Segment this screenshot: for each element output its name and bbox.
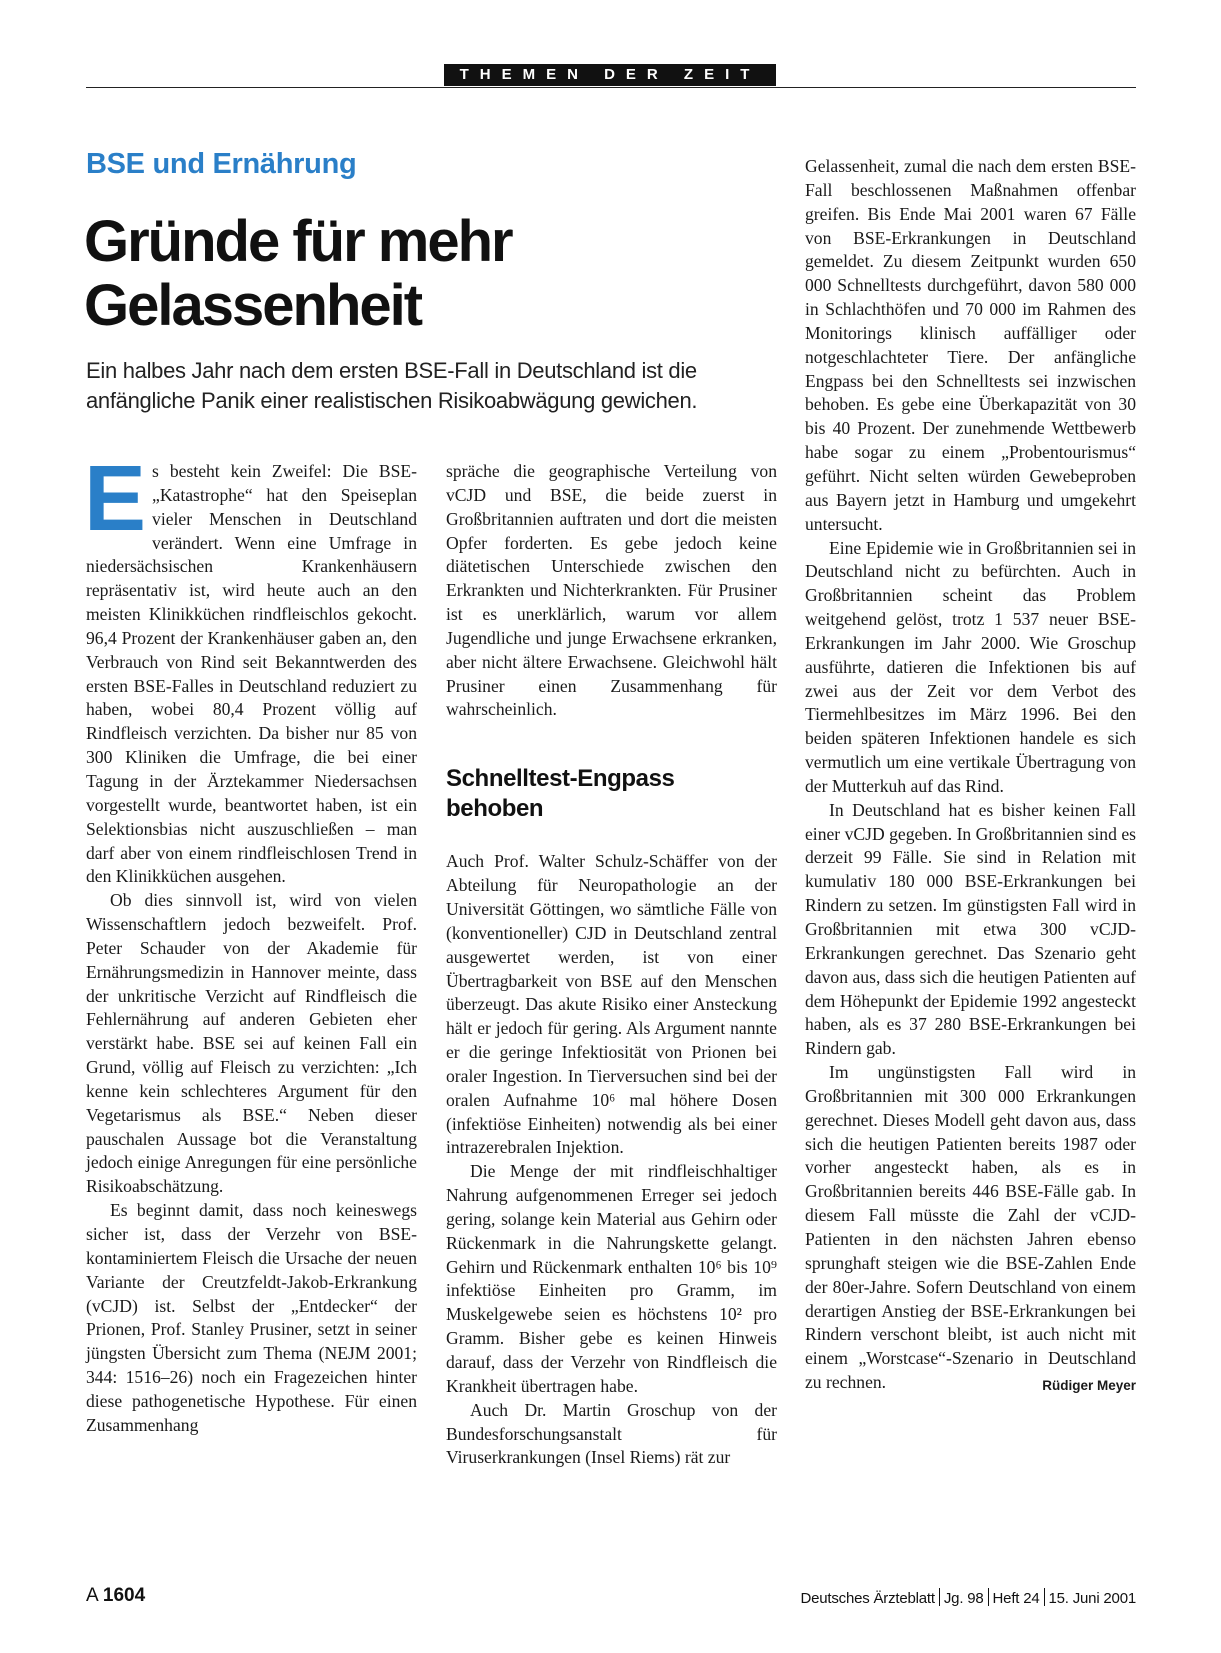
- divider: [988, 1588, 989, 1606]
- lead-line-2: anfängliche Panik einer realistischen Risikoabwägung gewichen.: [86, 388, 698, 413]
- body-column-1: [84, 446, 417, 1438]
- kicker: BSE und Ernährung: [86, 148, 357, 180]
- paragraph-text: Im ungünstigsten Fall wird in Großbritannien mit 300 000 Erkrankungen gerechnet. Dieses Modell geht davon aus, dass sich die heutigen Patienten bereits 1987 oder vorher angesteckt haben, als es in Großbritannien bereits 446 BSE-Fälle gab. In diesem Fall müsste die Zahl der vCJD-Patienten in den nächsten Jahren ebenso sprunghaft steigen wie die BSE-Zahlen Ende der 80er-Jahre. Sofern Deutschland von einem derartigen Anstieg der BSE-Erkrankungen bei Rindern verschont bleibt, ist auch nicht mit einem „Worstcase“-Szenario in Deutschland zu rechnen.: [805, 1062, 1136, 1393]
- body-column-2: [446, 460, 777, 1470]
- journal-name: Deutsches Ärzteblatt: [800, 1590, 935, 1607]
- divider: [939, 1588, 940, 1606]
- paragraph: In Deutschland hat es bisher keinen Fall einer vCJD gegeben. In Großbritannien sind es derzeit 99 Fälle. Sie sind in Relation mit kumulativ 180 000 BSE-Erkrankungen bei Rindern zu setzen. Im günstigsten Fall wird in Großbritannien mit etwa 300 vCJD-Erkrankungen gerechnet. Das Szenario geht davon aus, dass sich die heutigen Patienten auf dem Höhepunkt der Epidemie 1992 angesteckt haben, als es 37 280 BSE-Erkrankungen bei Rindern gab.: [805, 799, 1136, 1059]
- lead-line-1: Ein halbes Jahr nach dem ersten BSE-Fall in Deutschland ist die: [86, 358, 697, 383]
- paragraph: Die Menge der mit rindfleischhaltiger Nahrung aufgenommenen Erreger sei jedoch gering, solange kein Material aus Gehirn oder Rückenmark in die Nahrungskette gelangt. Gehirn und Rückenmark enthalten 10⁶ bis 10⁹ infektiöse Einheiten pro Gramm, im Muskelgewebe seien es höchstens 10² pro Gramm. Bisher gebe es keinen Hinweis darauf, dass der Verzehr von Rindfleisch die Krankheit übertragen habe.: [446, 1161, 777, 1396]
- paragraph: Gelassenheit, zumal die nach dem ersten BSE-Fall beschlossenen Maßnahmen offenbar greifen. Bis Ende Mai 2001 waren 67 Fälle von BSE-Erkrankungen in Deutschland gemeldet. Zu diesem Zeitpunkt wurden 650 000 Schnelltests durchgeführt, davon 580 000 in Schlachthöfen und 70 000 im Rahmen des Monitorings klinisch auffälliger oder notgeschlachteter Tiere. Der anfängliche Engpass bei den Schnelltests sei inzwischen behoben. Es gebe eine Überkapazität von 30 bis 40 Prozent. Der zunehmende Wettbewerb habe sogar zu einem „Probentourismus“ geführt. Nicht selten würden Gewebeproben aus Bayern jetzt in Hamburg und umgekehrt untersucht.: [805, 156, 1136, 534]
- paragraph: [805, 1061, 1136, 1395]
- journal-issue: Heft 24: [992, 1590, 1040, 1607]
- paragraph: Auch Prof. Walter Schulz-Schäffer von der Abteilung für Neuropathologie an der Universität Göttingen, wo sämtliche Fälle von (konventioneller) CJD in Deutschland zentral ausgewertet werden, ist von einer Übertragbarkeit von BSE auf den Menschen überzeugt. Das akute Risiko einer Ansteckung hält er jedoch für gering. Als Argument nannte er die geringe Infektiosität von Prionen bei oraler Ingestion. In Tierversuchen sind bei der oralen Aufnahme 10⁶ mal höhere Dosen (infektiöse Einheiten) notwendig als bei einer intrazerebralen Injektion.: [446, 851, 777, 1158]
- header-rule: [86, 87, 1136, 88]
- journal-volume: Jg. 98: [943, 1590, 984, 1607]
- headline-line-1: Gründe für mehr: [84, 209, 512, 274]
- lead-paragraph: [86, 356, 746, 416]
- body-column-3: [805, 155, 1136, 1398]
- paragraph: Eine Epidemie wie in Großbritannien sei in Deutschland nicht zu befürchten. Auch in Großbritannien scheint das Problem weitgehend gelöst, trotz 1 537 neuer BSE-Erkrankungen im Jahr 2000. Wie Groschup ausführte, datieren die Infektionen bis auf zwei aus der Zeit vor dem Verbot des Tiermehlbesitzes im März 1996. Bei den beiden späteren Infektionen handele es sich vermutlich um eine vertikale Übertragung von der Mutterkuh auf das Rind.: [805, 537, 1136, 796]
- paragraph: Es beginnt damit, dass noch keineswegs sicher ist, dass der Verzehr von BSE-kontaminiertem Fleisch die Ursache der neuen Variante der Creutzfeldt-Jakob-Erkrankung (vCJD) ist. Selbst der „Entdecker“ der Prionen, Prof. Stanley Prusiner, setzt in seiner jüngsten Übersicht zum Thema (NEJM 2001; 344: 1516–26) noch ein Fragezeichen hinter diese pathogenetische Hypothese. Für einen Zusammenhang: [86, 1200, 417, 1435]
- headline-line-2: Gelassenheit: [84, 273, 422, 338]
- paragraph: Auch Dr. Martin Groschup von der Bundesforschungsanstalt für Viruserkrankungen (Insel Riems) rät zur: [446, 1399, 777, 1468]
- page-number: [86, 1585, 145, 1607]
- page-number-value: 1604: [102, 1585, 146, 1606]
- divider: [1044, 1588, 1045, 1606]
- subheading: Schnelltest-Engpass behoben: [446, 765, 675, 823]
- journal-info: [800, 1588, 1136, 1607]
- section-label: THEMEN DER ZEIT: [444, 64, 776, 86]
- paragraph: spräche die geographische Verteilung von vCJD und BSE, die beide zuerst in Großbritannien auftraten und dort die meisten Opfer forderten. Es gebe jedoch keine diätetischen Unterschiede zwischen den Erkrankten und Nichterkrankten. Für Prusiner ist es unerklärlich, warum vor allem Jugendliche und junge Erwachsene erkranken, aber nicht ältere Erwachsene. Gleichwohl hält Prusiner einen Zusammenhang für wahrscheinlich.: [446, 461, 777, 720]
- author-byline: Rüdiger Meyer: [1042, 1378, 1136, 1394]
- drop-cap: E: [84, 446, 147, 550]
- paragraph: Ob dies sinnvoll ist, wird von vielen Wissenschaftlern jedoch bezweifelt. Prof. Peter Schauder von der Akademie für Ernährungsmedizin in Hannover meinte, dass der unkritische Verzicht auf Rindfleisch die Fehlernährung auf anderen Gebieten eher verstärkt habe. BSE sei auf keinen Fall ein Grund, völlig auf Fleisch zu verzichten: „Ich kenne kein schlechteres Argument für den Vegetarismus als BSE.“ Neben dieser pauschalen Aussage bot die Veranstaltung jedoch einige Anregungen für eine persönliche Risikoabschätzung.: [86, 890, 417, 1197]
- page-prefix: A: [86, 1585, 98, 1606]
- journal-date: 15. Juni 2001: [1048, 1590, 1136, 1607]
- paragraph-text: s besteht kein Zweifel: Die BSE-„Katastrophe“ hat den Speiseplan vieler Menschen in Deutschland verändert. Wenn eine Umfrage in niedersächsischen Krankenhäusern repräsentativ ist, wird heute auch an den meisten Klinikküchen rindfleischlos gekocht. 96,4 Prozent der Krankenhäuser gaben an, den Verbrauch von Rind seit Bekanntwerden des ersten BSE-Falles in Deutschland reduziert zu haben, wobei 80,4 Prozent völlig auf Rindfleisch verzichten. Da bisher nur 85 von 300 Kliniken die Umfrage, die bei einer Tagung in der Ärztekammer Niedersachsen vorgestellt wurde, beantwortet haben, ist ein Selektionsbias nicht auszuschließen – man darf aber von einem rindfleischlosen Trend in den Klinikküchen ausgehen.: [86, 461, 417, 887]
- headline: [84, 210, 724, 338]
- paragraph: [84, 446, 417, 889]
